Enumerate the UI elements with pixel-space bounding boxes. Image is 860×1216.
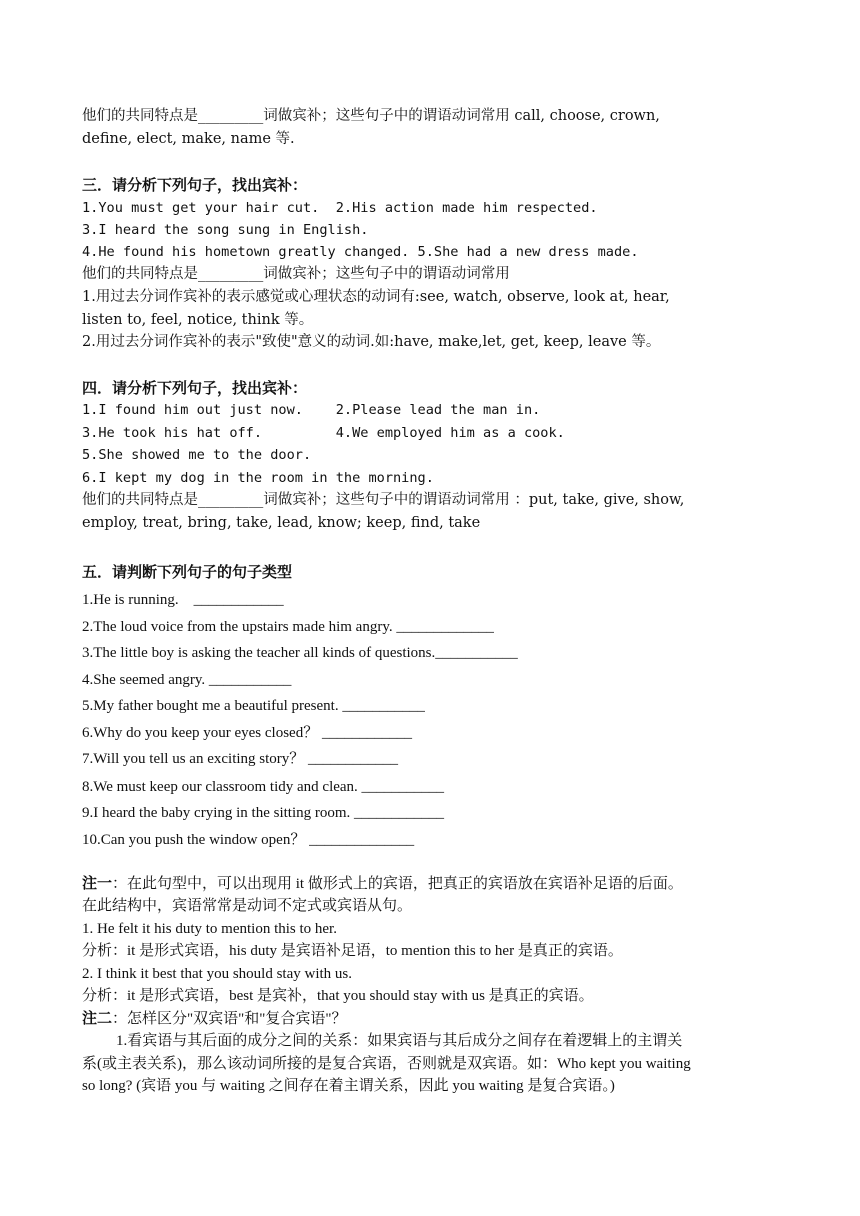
s5-item: 5.My father bought me a beautiful present. ___________ — [82, 698, 425, 714]
p1-line2: define, elect, make, name 等. — [82, 131, 295, 147]
s3-line: 1.用过去分词作宾补的表示感觉或心理状态的动词有:see, watch, observe, look at, hear, — [82, 289, 670, 305]
note-line: 1.看宾语与其后面的成分之间的关系：如果宾语与其后成分之间存在着逻辑上的主谓关 — [116, 1033, 683, 1049]
s5-item: 6.Why do you keep your eyes closed？ ____________ — [82, 725, 412, 741]
note1-label: 注一 — [82, 876, 113, 892]
section-3-heading: 三．请分析下列句子，找出宾补： — [82, 176, 308, 194]
p1-line1: 他们的共同特点是_________词做宾补；这些句子中的谓语动词常用 call, choose, crown, — [82, 108, 660, 124]
s3-line: 3.I heard the song sung in English. — [82, 222, 369, 238]
note-line: 分析：it 是形式宾语，best 是宾补，that you should stay with us 是真正的宾语。 — [82, 988, 594, 1004]
s4-line: employ, treat, bring, take, lead, know; keep, find, take — [82, 515, 481, 531]
s3-line: listen to, feel, notice, think 等。 — [82, 312, 314, 328]
s5-item: 3.The little boy is asking the teacher all kinds of questions.___________ — [82, 645, 518, 661]
note-line: 分析：it 是形式宾语，his duty 是宾语补足语，to mention this to her 是真正的宾语。 — [82, 943, 623, 959]
note-line: 1. He felt it his duty to mention this to her. — [82, 921, 337, 937]
s3-line: 2.用过去分词作宾补的表示"致使"意义的动词.如:have, make,let, get, keep, leave 等。 — [82, 334, 661, 350]
note2-label: 注二 — [82, 1011, 113, 1027]
s5-item: 4.She seemed angry. ___________ — [82, 672, 292, 688]
s5-item: 9.I heard the baby crying in the sitting room. ____________ — [82, 805, 445, 821]
section-5-heading: 五．请判断下列句子的句子类型 — [82, 563, 293, 581]
s4-line: 3.He took his hat off. 4.We employed him as a cook. — [82, 425, 565, 441]
s4-line: 6.I kept my dog in the room in the morning. — [82, 470, 434, 486]
note-line: 系(或主表关系)，那么该动词所接的是复合宾语，否则就是双宾语。如：Who kept you waiting — [82, 1056, 691, 1072]
s5-item: 1.He is running. ____________ — [82, 592, 284, 608]
s4-line: 1.I found him out just now. 2.Please lead the man in. — [82, 402, 541, 418]
s4-line: 5.She showed me to the door. — [82, 447, 312, 463]
note-line: so long? (宾语 you 与 waiting 之间存在着主谓关系，因此 you waiting 是复合宾语。) — [82, 1078, 615, 1094]
note1-text: ：在此句型中，可以出现用 it 做形式上的宾语，把真正的宾语放在宾语补足语的后面。 — [112, 876, 683, 892]
s5-item: 10.Can you push the window open？ ______________ — [82, 832, 415, 848]
section-4-heading: 四．请分析下列句子，找出宾补： — [82, 379, 308, 397]
note1-line — [82, 874, 683, 894]
s3-line: 他们的共同特点是_________词做宾补；这些句子中的谓语动词常用 — [82, 266, 510, 282]
s4-line: 他们的共同特点是_________词做宾补；这些句子中的谓语动词常用 ：put, take, give, show, — [82, 492, 685, 508]
s3-line: 4.He found his hometown greatly changed. 5.She had a new dress made. — [82, 244, 639, 260]
note-line: 2. I think it best that you should stay with us. — [82, 966, 352, 982]
note2-line — [82, 1009, 347, 1029]
s5-item: 8.We must keep our classroom tidy and clean. ___________ — [82, 779, 445, 795]
note2-text: ：怎样区分"双宾语"和"复合宾语"？ — [112, 1011, 347, 1027]
s5-item: 2.The loud voice from the upstairs made him angry. _____________ — [82, 619, 494, 635]
s5-item: 7.Will you tell us an exciting story？ ____________ — [82, 751, 399, 767]
s3-line: 1.You must get your hair cut. 2.His action made him respected. — [82, 200, 598, 216]
note-line: 在此结构中，宾语常常是动词不定式或宾语从句。 — [82, 898, 413, 914]
